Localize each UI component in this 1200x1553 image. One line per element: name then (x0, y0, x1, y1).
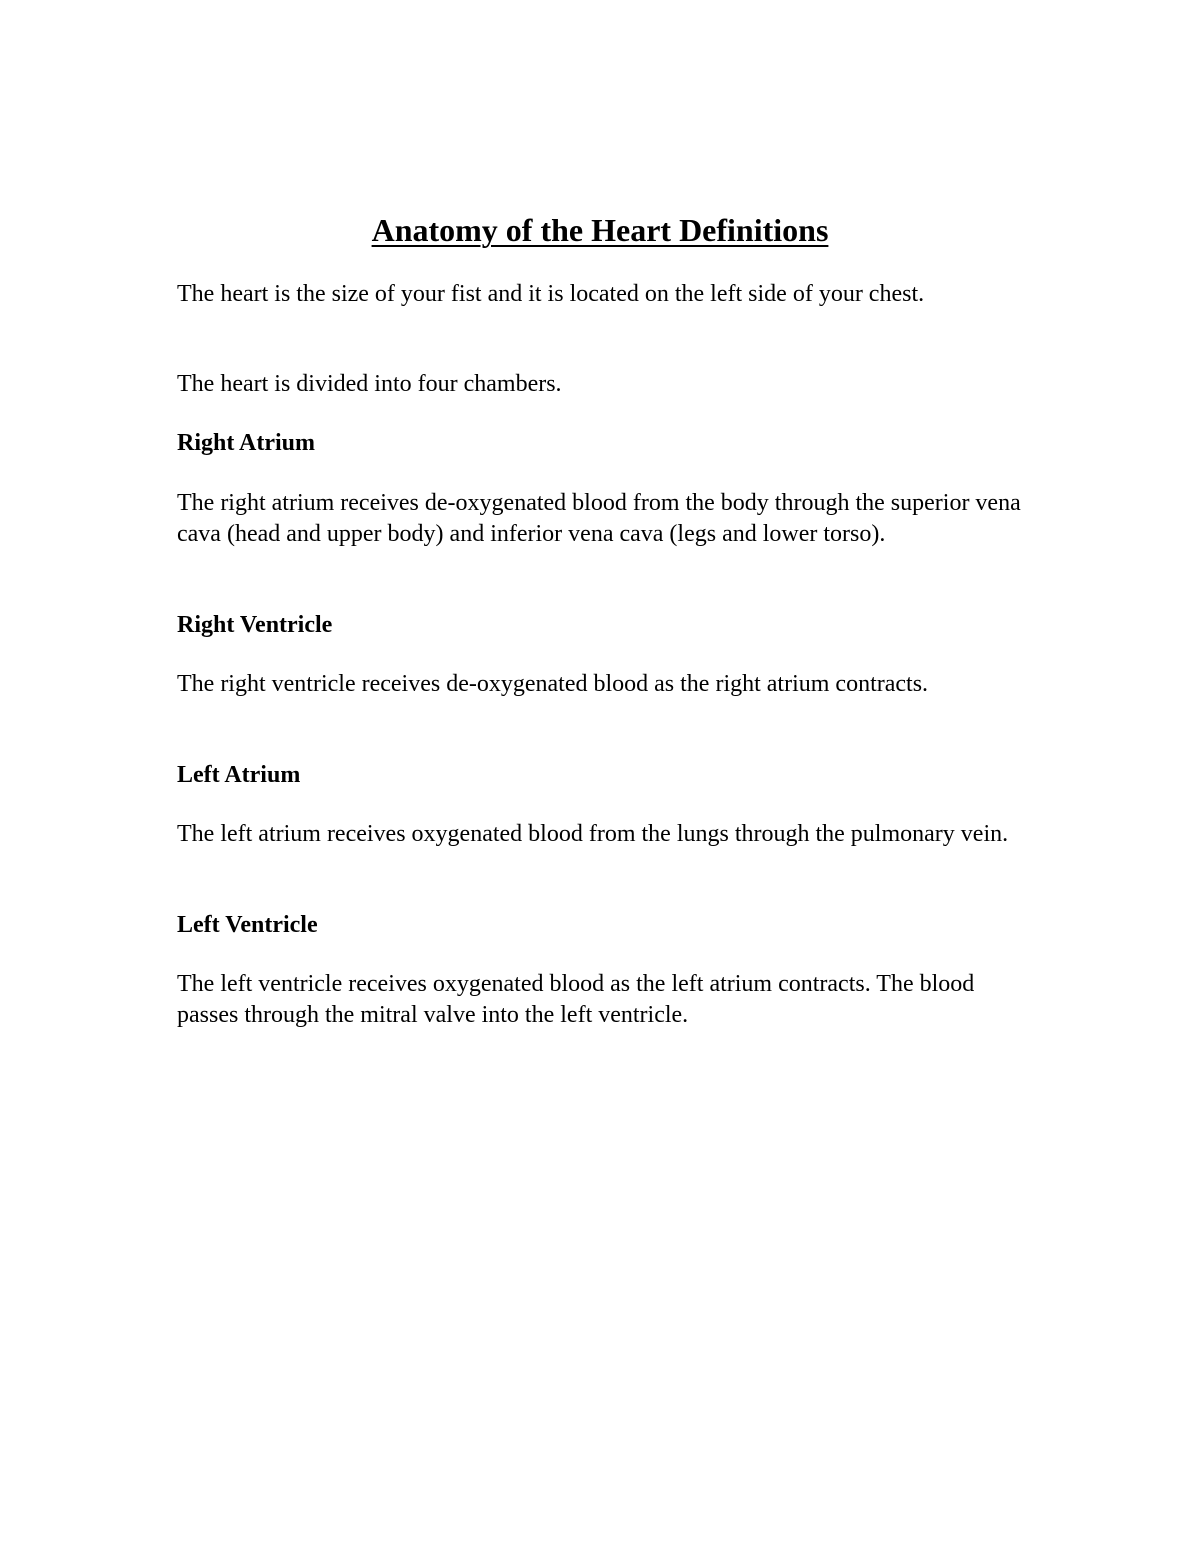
section-heading-right-ventricle: Right Ventricle (177, 612, 333, 638)
section-heading-right-atrium: Right Atrium (177, 430, 315, 456)
section-heading-left-ventricle: Left Ventricle (177, 912, 318, 938)
section-text-right-atrium: The right atrium receives de-oxygenated blood from the body through the superior vena cava (head and upper body) and inferior vena cava (legs and lower torso). (177, 490, 1021, 547)
intro-paragraph: The heart is the size of your fist and it is located on the left side of your chest. (177, 281, 925, 307)
section-text-left-ventricle: The left ventricle receives oxygenated blood as the left atrium contracts. The blood passes through the mitral valve into the left ventricle. (177, 971, 975, 1028)
section-text-left-atrium: The left atrium receives oxygenated blood from the lungs through the pulmonary vein. (177, 821, 1009, 847)
page-title: Anatomy of the Heart Definitions (371, 212, 829, 248)
intro-paragraph: The heart is divided into four chambers. (177, 371, 562, 397)
section-heading-left-atrium: Left Atrium (177, 762, 301, 788)
section-text-right-ventricle: The right ventricle receives de-oxygenated blood as the right atrium contracts. (177, 671, 929, 697)
